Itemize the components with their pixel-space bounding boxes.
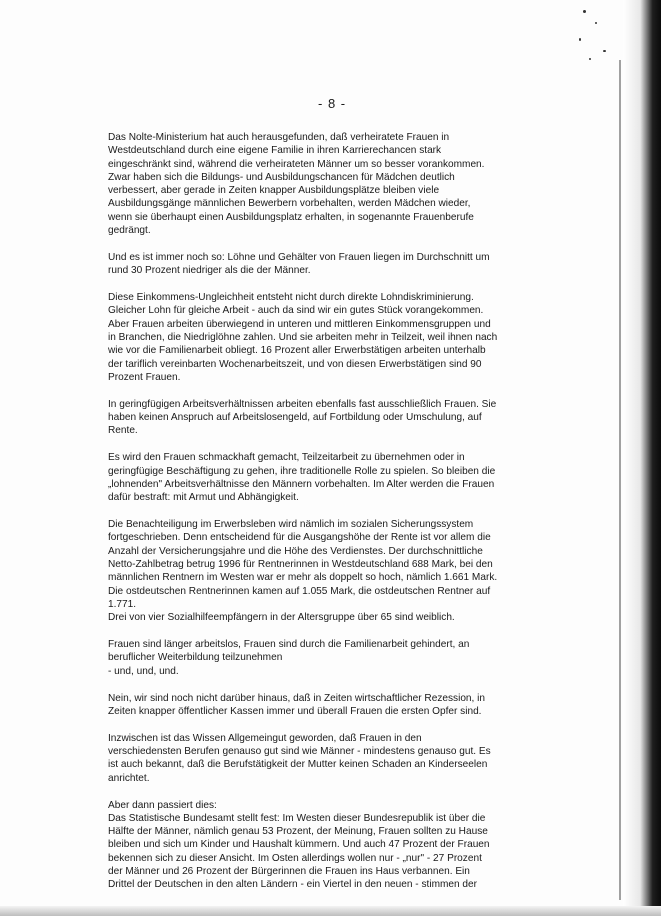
text-line: beruflicher Weiterbildung teilzunehmen	[108, 652, 283, 664]
text-line: Frauen sind länger arbeitslos, Frauen sind durch die Familienarbeit gehindert, an	[108, 639, 470, 651]
text-line: Ausbildungsgänge männlichen Bewerbern vorbehalten, werden Mädchen wieder,	[108, 198, 471, 210]
text-line: verbessert, aber gerade in Zeiten knapper Ausbildungsplätze bleiben viele	[108, 185, 440, 197]
speck	[583, 10, 586, 13]
text-line: Netto-Zahlbetrag betrug 1996 für Rentnerinnen in Westdeutschland 688 Mark, bei den	[108, 558, 493, 570]
speck	[603, 50, 606, 52]
text-line: Und es ist immer noch so: Löhne und Gehälter von Frauen liegen im Durchschnitt um	[108, 251, 490, 263]
speck	[589, 58, 591, 60]
text-line: eingeschränkt sind, während die verheirateten Männer um so besser vorankommen.	[108, 158, 485, 170]
text-line: In geringfügigen Arbeitsverhältnissen arbeiten ebenfalls fast ausschließlich Frauen. Sie	[108, 398, 497, 410]
scan-bottom-band	[0, 906, 661, 916]
text-line: Nein, wir sind noch nicht darüber hinaus, daß in Zeiten wirtschaftlicher Rezession, in	[108, 692, 486, 704]
text-line: „lohnenden" Arbeitsverhältnisse den Männern vorbehalten. Im Alter werden die Frauen	[108, 478, 495, 490]
text-line: Aber Frauen arbeiten überwiegend in unteren und mittleren Einkommensgruppen und	[108, 318, 491, 330]
text-line: Die ostdeutschen Rentnerinnen kamen auf 1.055 Mark, die ostdeutschen Rentner auf	[108, 585, 491, 597]
text-line: Zwar haben sich die Bildungs- und Ausbildungschancen für Mädchen deutlich	[108, 171, 455, 183]
paragraph	[108, 251, 526, 278]
text-line: 1.771.	[108, 598, 137, 610]
paragraph	[108, 732, 526, 785]
text-line: männlichen Rentnern im Westen war er mehr als doppelt so hoch, nämlich 1.661 Mark.	[108, 572, 498, 584]
text-line: bekennen sich zu dieser Ansicht. Im Osten allerdings wollen nur - „nur" - 27 Prozent	[108, 852, 482, 864]
text-line: geringfügige Beschäftigung zu gehen, ihre traditionelle Rolle zu spielen. So bleiben die	[108, 465, 496, 477]
text-line: anrichtet.	[108, 772, 150, 784]
text-line: Das Statistische Bundesamt stellt fest: Im Westen dieser Bundesrepublik ist über die	[108, 812, 486, 824]
text-line: Diese Einkommens-Ungleichheit entsteht nicht durch direkte Lohndiskriminierung.	[108, 292, 474, 304]
text-line: verschiedensten Berufen genauso gut sind wie Männer - mindestens genauso gut. Es	[108, 746, 491, 758]
text-line: der Männer und 26 Prozent der Bürgerinnen die Frauen ins Haus verbannen. Ein	[108, 866, 470, 877]
text-line: fortgeschrieben. Denn entscheidend für die Ausgangshöhe der Rente ist vor allem die	[108, 532, 491, 544]
text-line: Westdeutschland durch eine eigene Familie in ihren Karrierechancen stark	[108, 145, 442, 157]
speck	[595, 22, 597, 24]
text-line: Rente.	[108, 425, 138, 437]
paragraph	[108, 398, 526, 438]
text-line: Hälfte der Männer, nämlich genau 53 Prozent, der Meinung, Frauen sollten zu Hause	[108, 826, 488, 838]
text-line: haben keinen Anspruch auf Arbeitslosengeld, auf Fortbildung oder Umschulung, auf	[108, 412, 482, 424]
text-line: dafür bestraft: mit Armut und Abhängigkeit.	[108, 492, 299, 504]
paragraph	[108, 638, 526, 678]
paragraph	[108, 451, 526, 504]
paragraph	[108, 291, 526, 384]
page-edge-line	[619, 60, 621, 900]
text-line: Aber dann passiert dies:	[108, 799, 217, 811]
text-line: Die Benachteiligung im Erwerbsleben wird nämlich im sozialen Sicherungssystem	[108, 519, 474, 531]
paragraph	[108, 518, 526, 624]
scan-edge-shadow	[623, 0, 661, 916]
paragraph	[108, 692, 526, 719]
speck	[579, 38, 581, 41]
text-line: Das Nolte-Ministerium hat auch herausgefunden, daß verheiratete Frauen in	[108, 132, 450, 143]
text-line: - und, und, und.	[108, 665, 179, 677]
text-line: Es wird den Frauen schmackhaft gemacht, Teilzeitarbeit zu übernehmen oder in	[108, 452, 465, 464]
paragraph	[108, 799, 526, 892]
text-line: Drittel der Deutschen in den alten Ländern - ein Viertel in den neuen - stimmen der	[108, 879, 478, 891]
page-number: - 8 -	[318, 96, 347, 111]
text-line: gedrängt.	[108, 225, 151, 237]
text-line: wenn sie überhaupt einen Ausbildungsplatz erhalten, in sogenannte Frauenberufe	[108, 211, 474, 223]
scan-speckles	[575, 0, 615, 70]
text-line: Zeiten knapper öffentlicher Kassen immer und überall Frauen die ersten Opfer sind.	[108, 705, 482, 717]
text-line: Gleicher Lohn für gleiche Arbeit - auch da sind wir ein gutes Stück vorangekommen.	[108, 305, 484, 317]
text-line: Prozent Frauen.	[108, 371, 181, 383]
text-line: Anzahl der Versicherungsjahre und die Höhe des Verdienstes. Der durchschnittliche	[108, 545, 483, 557]
text-line: Drei von vier Sozialhilfeempfängern in der Altersgruppe über 65 sind weiblich.	[108, 612, 455, 624]
text-line: ist auch bekannt, daß die Berufstätigkeit der Mutter keinen Schaden an Kinderseelen	[108, 759, 488, 771]
document-body	[108, 131, 526, 905]
paragraph	[108, 131, 526, 237]
text-line: Inzwischen ist das Wissen Allgemeingut geworden, daß Frauen in den	[108, 732, 422, 744]
text-line: wie vor die Familienarbeit obliegt. 16 Prozent aller Erwerbstätigen arbeiten unterhalb	[108, 345, 486, 357]
text-line: bleiben und sich um Kinder und Haushalt kümmern. Und auch 47 Prozent der Frauen	[108, 839, 490, 851]
text-line: rund 30 Prozent niedriger als die der Männer.	[108, 265, 311, 277]
text-line: in Branchen, die Niedriglöhne zahlen. Und sie arbeiten mehr in Teilzeit, weil ihnen nach	[108, 332, 498, 344]
text-line: der tariflich vereinbarten Wochenarbeitszeit, und von diesen Erwerbstätigen sind 90	[108, 358, 482, 370]
